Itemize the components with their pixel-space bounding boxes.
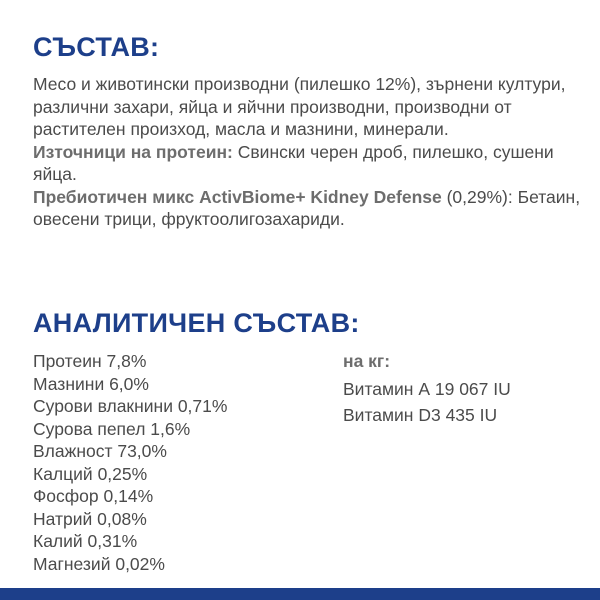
analytical-item-magnesium: Магнезий 0,02% [33,553,165,574]
bottom-bar [0,588,600,600]
composition-section [33,73,593,231]
analytical-item-phosphorus: Фосфор 0,14% [33,486,154,506]
prebiotic-text: (0,29%): Бетаин, овесени трици, фруктоолигозахариди. [33,186,581,229]
analytical-item-ash: Сурова пепел 1,6% [33,418,191,439]
analytical-item-protein: Протеин 7,8% [33,351,147,371]
analytical-heading: АНАЛИТИЧЕН СЪСТАВ: [33,308,360,338]
vitamin-a-item: Витамин А 19 067 IU [343,379,511,399]
per-kg-label: на кг: [343,351,391,371]
analytical-item-calcium: Калций 0,25% [33,463,148,484]
analytical-item-fiber: Сурови влакнини 0,71% [33,396,228,416]
protein-sources-paragraph [33,141,593,186]
protein-sources-label: Източници на протеин: [33,141,233,162]
vitamin-d3-item: Витамин D3 435 IU [343,405,498,425]
analytical-item-moisture: Влажност 73,0% [33,441,167,461]
analytical-list [33,350,227,575]
vitamins-list [343,350,511,428]
analytical-item-potassium: Калий 0,31% [33,531,138,551]
composition-heading: СЪСТАВ: [33,32,160,62]
analytical-item-fat: Мазнини 6,0% [33,373,149,394]
prebiotic-label: Пребиотичен микс ActivBiome+ Kidney Defense [33,186,442,207]
analytical-item-sodium: Натрий 0,08% [33,508,147,529]
prebiotic-paragraph [33,186,593,231]
protein-sources-text: Свински черен дроб, пилешко, сушени яйца. [33,141,554,184]
composition-main-text: Месо и животински производни (пилешко 12%), зърнени култури, различни захари, яйца и яйчни производни, производни от растителен произход, масла и мазнини, минерали. [33,74,566,139]
